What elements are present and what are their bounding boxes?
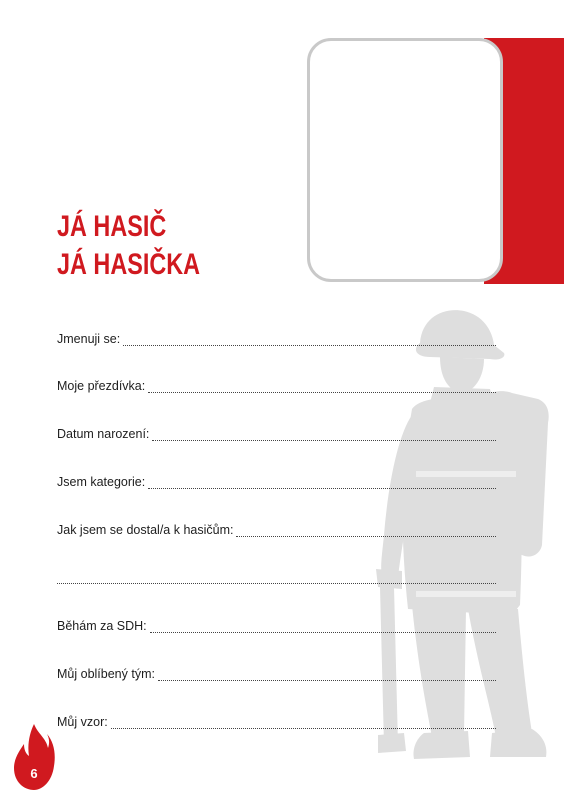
- field-name[interactable]: [57, 328, 496, 346]
- title-line-2: JÁ HASIČKA: [57, 248, 201, 281]
- field-category[interactable]: [57, 471, 496, 489]
- field-birth-date-label: Datum narození:: [57, 427, 150, 441]
- field-role-model[interactable]: [57, 711, 496, 729]
- field-favorite-team[interactable]: [57, 663, 496, 681]
- title-line-1: JÁ HASIČ: [57, 210, 167, 243]
- field-role-model-label: Můj vzor:: [57, 715, 108, 729]
- field-continued-line[interactable]: [57, 570, 496, 584]
- page-number: 6: [30, 766, 38, 781]
- page-title: [57, 208, 200, 284]
- field-role-model-line[interactable]: [111, 715, 496, 729]
- photo-frame[interactable]: [307, 38, 503, 282]
- field-sdh-label: Běhám za SDH:: [57, 619, 147, 633]
- field-how-joined[interactable]: [57, 519, 496, 537]
- field-favorite-team-line[interactable]: [158, 667, 496, 681]
- field-favorite-team-label: Můj oblíbený tým:: [57, 667, 155, 681]
- field-birth-date-line[interactable]: [152, 427, 496, 441]
- field-how-joined-continued[interactable]: [57, 566, 496, 584]
- field-sdh[interactable]: [57, 615, 496, 633]
- field-how-joined-label: Jak jsem se dostal/a k hasičům:: [57, 523, 234, 537]
- field-sdh-line[interactable]: [150, 619, 496, 633]
- field-nickname-line[interactable]: [148, 379, 496, 393]
- field-category-label: Jsem kategorie:: [57, 475, 146, 489]
- flame-icon: [12, 722, 56, 792]
- field-nickname-label: Moje přezdívka:: [57, 379, 146, 393]
- field-birth-date[interactable]: [57, 423, 496, 441]
- field-name-label: Jmenuji se:: [57, 332, 121, 346]
- field-nickname[interactable]: [57, 375, 496, 393]
- field-how-joined-line[interactable]: [236, 523, 496, 537]
- field-category-line[interactable]: [148, 475, 496, 489]
- field-name-line[interactable]: [123, 332, 496, 346]
